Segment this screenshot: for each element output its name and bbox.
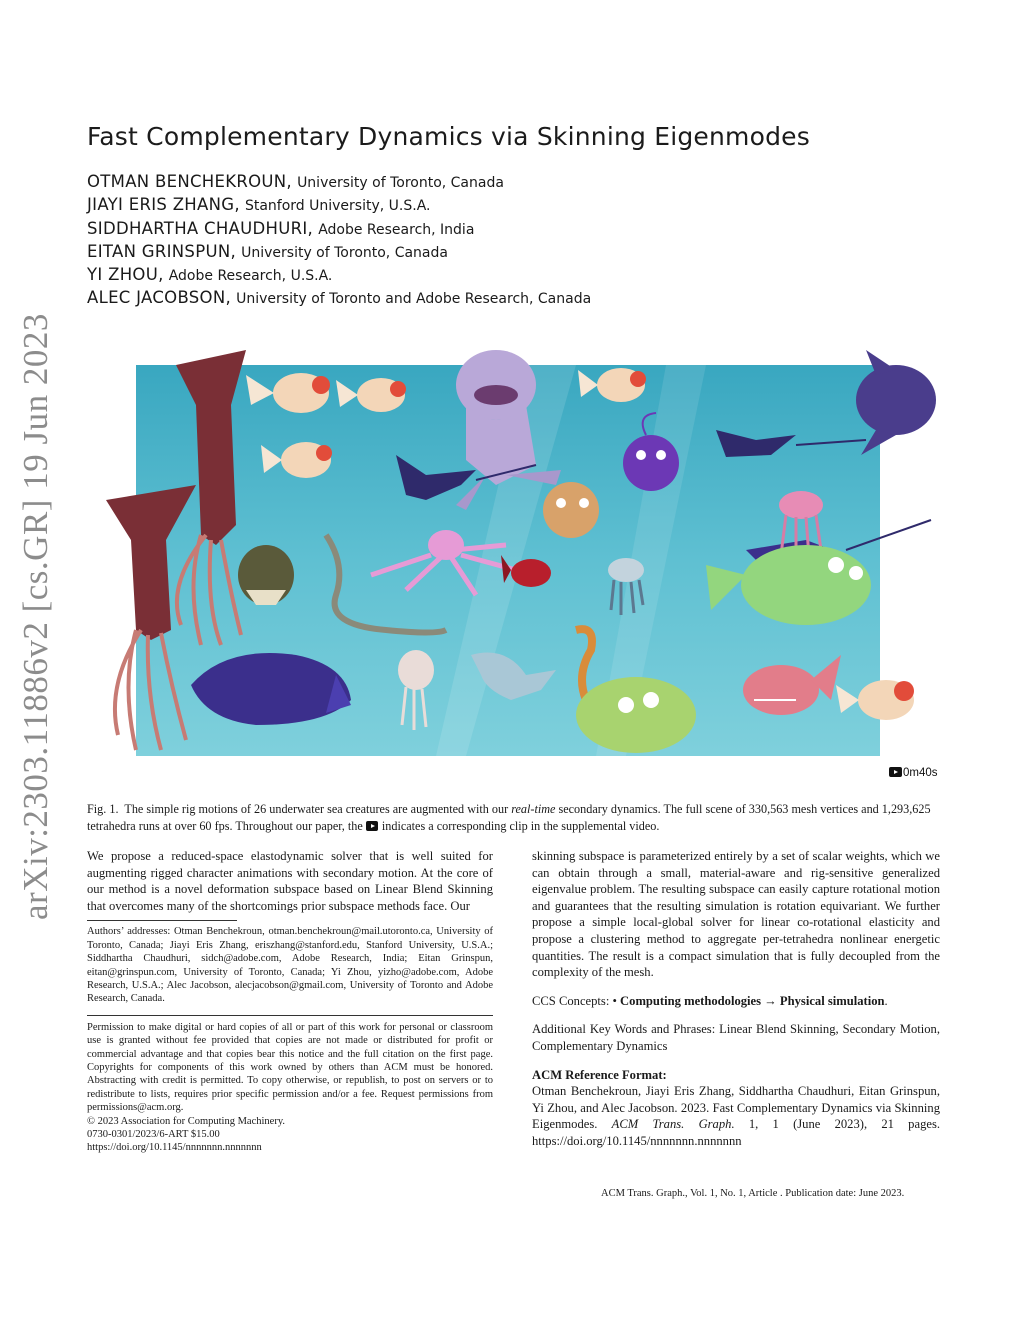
author-entry bbox=[87, 288, 591, 311]
abstract-paragraph: We propose a reduced-space elastodynamic solver that is well suited for augmenting rigged character animations with secondary motion. At the core of our method is a novel deformation subspace based on Linear Blend Skinning that overcomes many of the shortcomings prior subspace methods face. Our bbox=[87, 849, 493, 913]
ccs-concepts bbox=[532, 993, 940, 1010]
pufferfish-creature bbox=[543, 482, 599, 538]
green-fish-creature bbox=[576, 677, 696, 753]
figure-caption bbox=[87, 801, 942, 835]
author-name: JIAYI ERIS ZHANG, bbox=[87, 195, 240, 215]
caption-text: indicates a corresponding clip in the supplemental video. bbox=[381, 819, 660, 833]
paper-title: Fast Complementary Dynamics via Skinning Eigenmodes bbox=[87, 122, 810, 151]
abstract-paragraph: skinning subspace is parameterized entirely by a set of scalar weights, which we can obtain through a small, material-aware and rig-sensitive generalized eigenvalue problem. The resulting subspace can easily capture rotational motion and guarantees that the resulting simulation is rotation equivariant. We further propose a simple local-global solver for linear co-rotational elasticity and propose a clustering method to aggregate per-tetrahedra nonlinear energetic quantities. The result is a compact simulation that is fully decoupled from the complexity of the mesh. bbox=[532, 849, 940, 980]
author-affiliation: University of Toronto and Adobe Research, Canada bbox=[236, 291, 592, 308]
permission-notice: Permission to make digital or hard copies of all or part of this work for personal or classroom use is granted without fee provided that copies are not made or distributed for profit or commercial advantage and that copies bear this notice and the full citation on the first page. Copyrights for components of this work owned by others than ACM must be honored. Abstracting with credit is permitted. To copy otherwise, or republish, to post on servers or to redistribute to lists, requires prior specific permission and/or a fee. Request permissions from permissions@acm.org. bbox=[87, 1021, 493, 1114]
author-name: OTMAN BENCHEKROUN, bbox=[87, 172, 292, 191]
left-column bbox=[87, 848, 493, 1155]
arxiv-identifier: arXiv:2303.11886v2 [cs.GR] 19 Jun 2023 bbox=[16, 313, 55, 920]
author-entry bbox=[87, 172, 591, 195]
page-footer: ACM Trans. Graph., Vol. 1, No. 1, Article . Publication date: June 2023. bbox=[601, 1188, 905, 1199]
ccs-concept: Computing methodologies → Physical simulation bbox=[620, 993, 885, 1008]
video-timestamp bbox=[889, 767, 938, 779]
reference-doi-link[interactable]: https://doi.org/10.1145/nnnnnnn.nnnnnnn bbox=[532, 1133, 742, 1148]
reference-citation: Otman Benchekroun, Jiayi Eris Zhang, Siddhartha Chaudhuri, Eitan Grinspun, Yi Zhou, and Alec Jacobson. 2023. Fast Complementary Dynamics via Skinning Eigenmodes. bbox=[532, 1084, 940, 1132]
footnote-divider bbox=[87, 1015, 493, 1016]
doi-link[interactable]: https://doi.org/10.1145/nnnnnnn.nnnnnnn bbox=[87, 1142, 262, 1154]
right-column bbox=[532, 848, 940, 1150]
play-icon bbox=[366, 821, 378, 831]
teaser-figure bbox=[106, 345, 938, 765]
caption-text: The simple rig motions of 26 underwater sea creatures are augmented with our bbox=[124, 802, 509, 816]
video-time-label: 0m40s bbox=[903, 767, 938, 779]
copyright-line: © 2023 Association for Computing Machinery. bbox=[87, 1115, 286, 1127]
reference-journal: ACM Trans. Graph. bbox=[611, 1117, 735, 1132]
issn-line: 0730-0301/2023/6-ART $15.00 bbox=[87, 1129, 220, 1141]
author-affiliation: Stanford University, U.S.A. bbox=[244, 198, 431, 215]
author-name: YI ZHOU, bbox=[87, 265, 164, 285]
play-icon bbox=[889, 767, 902, 777]
ccs-prefix: CCS Concepts: • bbox=[532, 993, 617, 1008]
underwater-scene-illustration bbox=[106, 345, 938, 765]
author-affiliation: Adobe Research, U.S.A. bbox=[168, 268, 333, 285]
footnote-divider bbox=[87, 920, 237, 921]
author-entry bbox=[87, 195, 591, 218]
author-name: EITAN GRINSPUN, bbox=[87, 241, 237, 261]
anglerfish-creature bbox=[238, 545, 294, 605]
author-affiliation: University of Toronto, Canada bbox=[241, 244, 448, 261]
reference-text bbox=[532, 1083, 940, 1149]
author-list bbox=[87, 172, 591, 312]
author-entry bbox=[87, 265, 591, 288]
author-entry bbox=[87, 242, 591, 265]
caption-text: secondary dynamics. The full scene of 330,563 mesh vertices and 1,293,625 tetrahedra runs at over 60 fps. Throughout our paper, the bbox=[87, 802, 931, 833]
author-affiliation: Adobe Research, India bbox=[318, 221, 475, 238]
caption-emphasis: real-time bbox=[511, 802, 556, 816]
author-affiliation: University of Toronto, Canada bbox=[297, 175, 504, 191]
keywords: Additional Key Words and Phrases: Linear Blend Skinning, Secondary Motion, Complementary Dynamics bbox=[532, 1022, 940, 1053]
reference-heading: ACM Reference Format: bbox=[532, 1067, 667, 1082]
author-name: SIDDHARTHA CHAUDHURI, bbox=[87, 218, 314, 238]
authors-addresses: Authors’ addresses: Otman Benchekroun, otman.benchekroun@mail.utoronto.ca, University of Toronto, Canada; Jiayi Eris Zhang, eriszhang@stanford.edu, Stanford University, U.S.A.; Siddhartha Chaudhuri, sidch@adobe.com, Adobe Research, India; Eitan Grinspun, eitan@grinspun.com, University of Toronto, Canada; Yi Zhou, yizho@adobe.com, Adobe Research, U.S.A.; Alec Jacobson, alecjacobson@gmail.com, University of Toronto and Adobe Research, Canada. bbox=[87, 926, 493, 1005]
author-name: ALEC JACOBSON, bbox=[87, 288, 232, 308]
author-entry bbox=[87, 219, 591, 242]
ccs-suffix: . bbox=[884, 993, 888, 1008]
caption-label: Fig. 1. bbox=[87, 802, 119, 816]
reference-details: 1, 1 (June 2023), 21 pages. bbox=[748, 1117, 941, 1132]
